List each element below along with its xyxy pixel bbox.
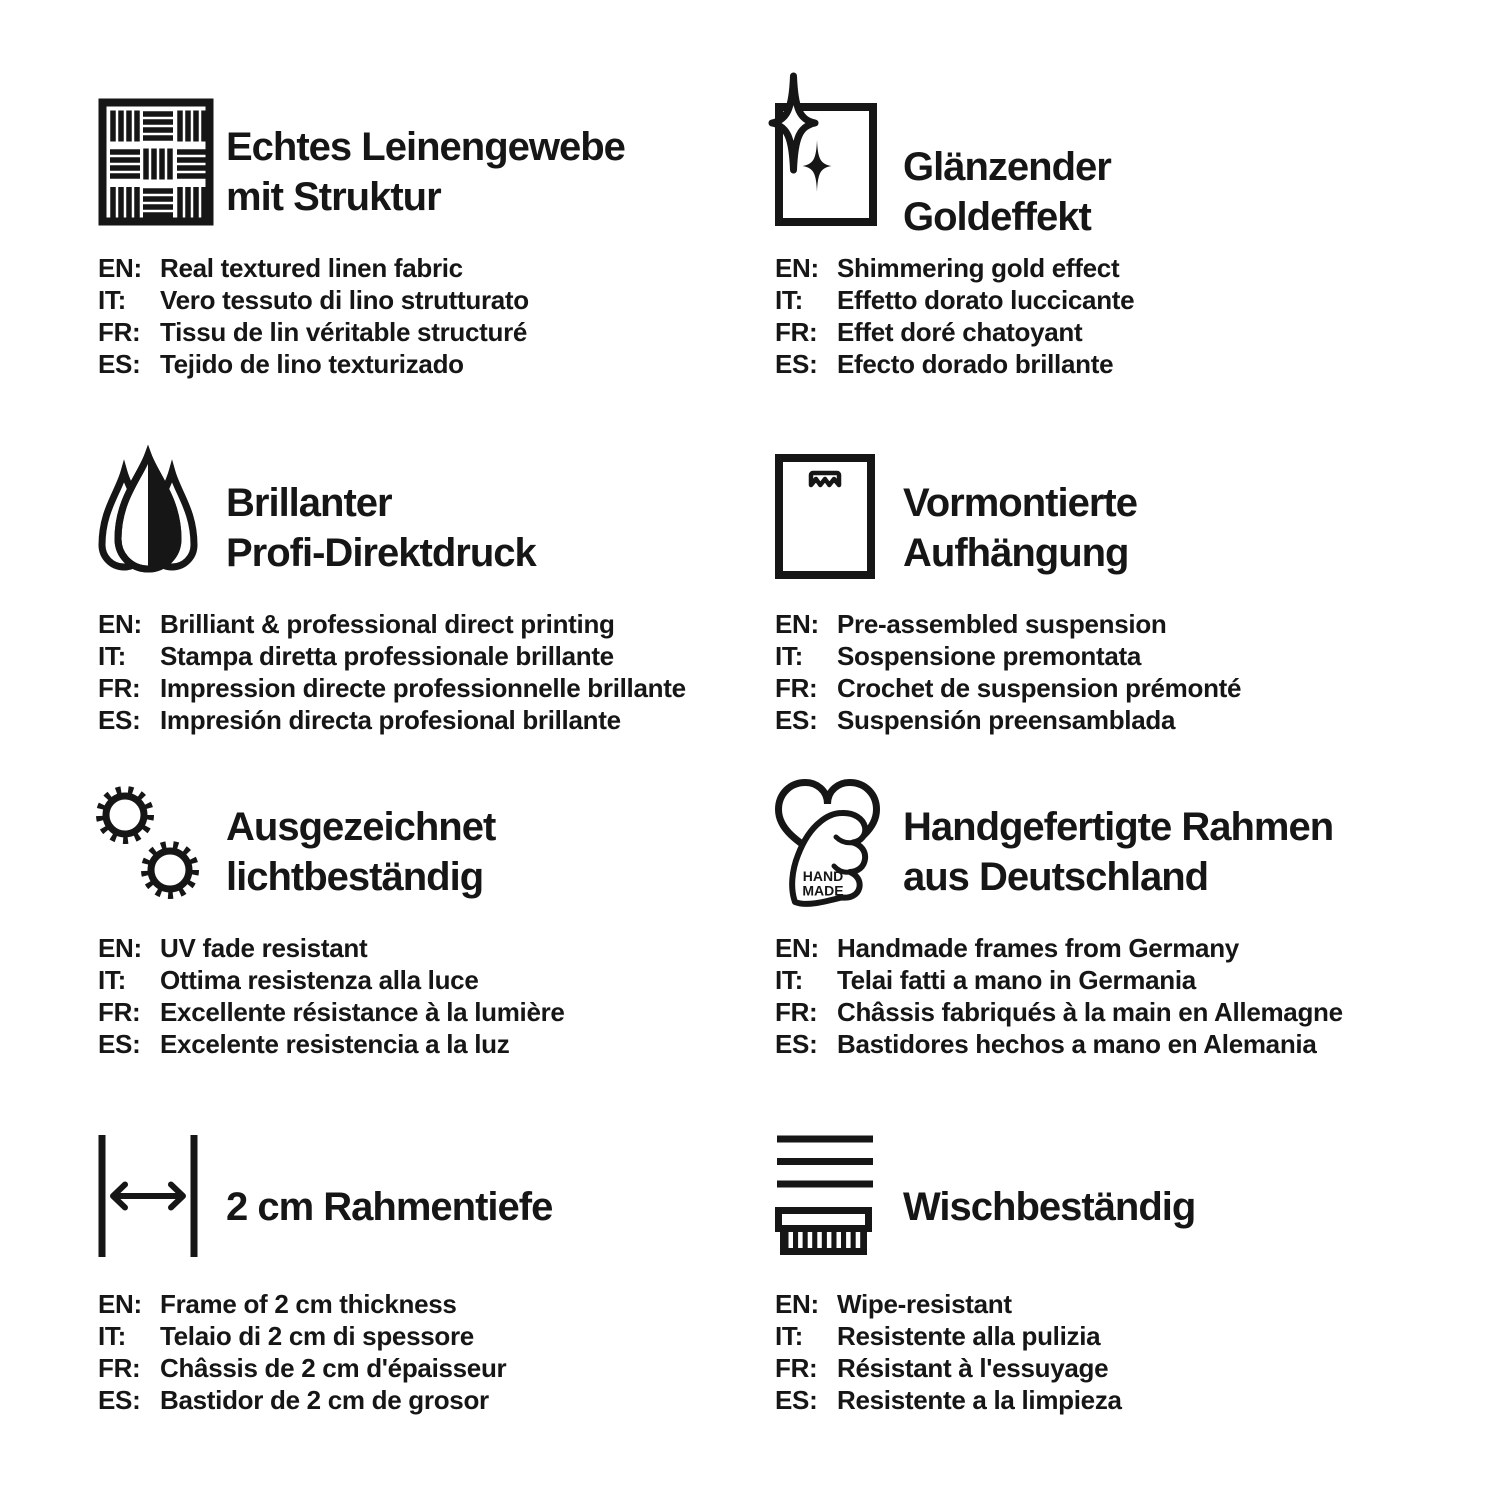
translations-list bbox=[775, 608, 1241, 736]
language-label: EN: bbox=[775, 933, 819, 963]
language-label: ES: bbox=[775, 705, 818, 735]
translation-row bbox=[98, 704, 686, 736]
translation-text: Tissu de lin véritable structuré bbox=[160, 317, 528, 347]
translation-row bbox=[98, 316, 529, 348]
translations-list bbox=[775, 252, 1134, 380]
language-label: FR: bbox=[775, 1353, 818, 1383]
language-label: FR: bbox=[98, 317, 141, 347]
translation-row bbox=[98, 1352, 506, 1384]
language-label: FR: bbox=[775, 673, 818, 703]
translations-list bbox=[775, 932, 1343, 1060]
translation-text: Resistente alla pulizia bbox=[837, 1321, 1101, 1351]
language-label: ES: bbox=[775, 1029, 818, 1059]
feature-title bbox=[226, 1182, 552, 1232]
translation-row bbox=[98, 1320, 506, 1352]
translation-row bbox=[98, 640, 686, 672]
feature-direct-printing bbox=[98, 452, 758, 772]
language-label: ES: bbox=[98, 705, 141, 735]
translation-row bbox=[98, 964, 565, 996]
translation-text: Handmade frames from Germany bbox=[837, 933, 1239, 963]
feature-handmade-frames bbox=[775, 776, 1435, 1096]
language-label: ES: bbox=[775, 349, 818, 379]
translations-list bbox=[98, 252, 529, 380]
feature-wipe-resistant bbox=[775, 1132, 1435, 1452]
feature-title-line: aus Deutschland bbox=[903, 855, 1209, 899]
wipe-brush-icon bbox=[775, 1133, 875, 1258]
feature-title bbox=[226, 478, 536, 578]
translation-text: Bastidores hechos a mano en Alemania bbox=[837, 1029, 1317, 1059]
feature-frame-depth bbox=[98, 1132, 758, 1452]
translation-text: Effet doré chatoyant bbox=[837, 317, 1083, 347]
translation-text: Excellente résistance à la lumière bbox=[160, 997, 565, 1027]
translation-text: Tejido de lino texturizado bbox=[160, 349, 464, 379]
language-label: FR: bbox=[775, 997, 818, 1027]
translation-text: Sospensione premontata bbox=[837, 641, 1142, 671]
feature-title-line: Wischbeständig bbox=[903, 1185, 1196, 1229]
language-label: FR: bbox=[98, 997, 141, 1027]
language-label: EN: bbox=[98, 933, 142, 963]
translation-text: Effetto dorato luccicante bbox=[837, 285, 1135, 315]
translation-row bbox=[98, 1288, 506, 1320]
language-label: EN: bbox=[775, 1289, 819, 1319]
feature-title bbox=[226, 122, 625, 222]
translation-row bbox=[775, 932, 1343, 964]
translation-row bbox=[775, 316, 1134, 348]
language-label: EN: bbox=[775, 609, 819, 639]
feature-title-line: Handgefertigte Rahmen bbox=[903, 805, 1334, 849]
language-label: FR: bbox=[775, 317, 818, 347]
translation-row bbox=[775, 608, 1241, 640]
translation-row bbox=[98, 1028, 565, 1060]
translation-row bbox=[98, 252, 529, 284]
translation-row bbox=[775, 704, 1241, 736]
language-label: EN: bbox=[98, 1289, 142, 1319]
handmade-badge-text: HAND bbox=[802, 868, 844, 884]
fabric-weave-icon bbox=[98, 98, 214, 226]
feature-title-line: Ausgezeichnet bbox=[226, 805, 496, 849]
translation-row bbox=[775, 348, 1134, 380]
language-label: FR: bbox=[98, 1353, 141, 1383]
translation-text: Vero tessuto di lino strutturato bbox=[160, 285, 529, 315]
sparkle-icon bbox=[775, 73, 895, 226]
translation-text: Excelente resistencia a la luz bbox=[160, 1029, 510, 1059]
language-label: IT: bbox=[98, 1321, 126, 1351]
translation-row bbox=[98, 284, 529, 316]
language-label: EN: bbox=[98, 609, 142, 639]
translation-row bbox=[98, 672, 686, 704]
translation-text: UV fade resistant bbox=[160, 933, 368, 963]
translation-text: Suspensión preensamblada bbox=[837, 705, 1176, 735]
droplets-icon bbox=[98, 453, 198, 581]
translation-row bbox=[98, 608, 686, 640]
handmade-badge-text: MADE bbox=[802, 882, 844, 899]
translation-row bbox=[775, 672, 1241, 704]
translation-text: Resistente a la limpieza bbox=[837, 1385, 1122, 1415]
translation-row bbox=[775, 1384, 1122, 1416]
feature-title bbox=[903, 802, 1333, 902]
feature-title bbox=[903, 478, 1137, 578]
translation-row bbox=[98, 932, 565, 964]
language-label: IT: bbox=[775, 1321, 803, 1351]
translation-text: Wipe-resistant bbox=[837, 1289, 1012, 1319]
translation-text: Frame of 2 cm thickness bbox=[160, 1289, 457, 1319]
translation-text: Efecto dorado brillante bbox=[837, 349, 1114, 379]
feature-title-line: Glänzender bbox=[903, 145, 1111, 189]
language-label: IT: bbox=[775, 965, 803, 995]
translation-text: Shimmering gold effect bbox=[837, 253, 1120, 283]
feature-title-line: Brillanter bbox=[226, 481, 392, 525]
translations-list bbox=[98, 1288, 506, 1416]
translation-row bbox=[98, 348, 529, 380]
feature-title-line: Goldeffekt bbox=[903, 195, 1091, 239]
feature-light-resistant bbox=[98, 776, 758, 1096]
translation-text: Telai fatti a mano in Germania bbox=[837, 965, 1196, 995]
gears-icon bbox=[98, 780, 198, 905]
translation-row bbox=[775, 1028, 1343, 1060]
depth-arrow-icon bbox=[98, 1133, 198, 1259]
translation-row bbox=[775, 284, 1134, 316]
translation-row bbox=[775, 1320, 1122, 1352]
translation-text: Stampa diretta professionale brillante bbox=[160, 641, 614, 671]
language-label: FR: bbox=[98, 673, 141, 703]
feature-pre-assembled-suspension bbox=[775, 452, 1435, 772]
translation-row bbox=[775, 964, 1343, 996]
language-label: ES: bbox=[98, 1385, 141, 1415]
feature-title-line: 2 cm Rahmentiefe bbox=[226, 1185, 553, 1229]
language-label: EN: bbox=[98, 253, 142, 283]
translation-text: Pre-assembled suspension bbox=[837, 609, 1167, 639]
translation-text: Impression directe professionnelle brillante bbox=[160, 673, 686, 703]
language-label: EN: bbox=[775, 253, 819, 283]
translation-row bbox=[775, 640, 1241, 672]
translation-row bbox=[775, 1288, 1122, 1320]
language-label: IT: bbox=[98, 965, 126, 995]
translation-row bbox=[98, 1384, 506, 1416]
translations-list bbox=[98, 932, 565, 1060]
language-label: ES: bbox=[775, 1385, 818, 1415]
language-label: IT: bbox=[775, 641, 803, 671]
feature-gold-effect bbox=[775, 96, 1435, 416]
feature-title-line: Echtes Leinengewebe bbox=[226, 125, 625, 169]
language-label: IT: bbox=[98, 285, 126, 315]
feature-title bbox=[226, 802, 495, 902]
feature-title-line: mit Struktur bbox=[226, 175, 441, 219]
feature-title-line: lichtbeständig bbox=[226, 855, 484, 899]
translation-row bbox=[775, 996, 1343, 1028]
feature-title-line: Profi-Direktdruck bbox=[226, 531, 536, 575]
translation-text: Bastidor de 2 cm de grosor bbox=[160, 1385, 489, 1415]
feature-title-line: Aufhängung bbox=[903, 531, 1129, 575]
translations-list bbox=[98, 608, 686, 736]
feature-title bbox=[903, 1182, 1195, 1232]
translation-row bbox=[775, 252, 1134, 284]
language-label: ES: bbox=[98, 1029, 141, 1059]
translation-text: Impresión directa profesional brillante bbox=[160, 705, 621, 735]
canvas-hanger-icon bbox=[775, 454, 875, 579]
translation-row bbox=[775, 1352, 1122, 1384]
language-label: IT: bbox=[98, 641, 126, 671]
translation-text: Telaio di 2 cm di spessore bbox=[160, 1321, 474, 1351]
translation-text: Crochet de suspension prémonté bbox=[837, 673, 1242, 703]
feature-real-linen-fabric bbox=[98, 96, 758, 416]
translation-text: Real textured linen fabric bbox=[160, 253, 463, 283]
language-label: ES: bbox=[98, 349, 141, 379]
feature-title bbox=[903, 142, 1111, 242]
translation-text: Brilliant & professional direct printing bbox=[160, 609, 615, 639]
translation-text: Châssis de 2 cm d'épaisseur bbox=[160, 1353, 507, 1383]
translations-list bbox=[775, 1288, 1122, 1416]
handmade-heart-icon bbox=[775, 780, 880, 905]
language-label: IT: bbox=[775, 285, 803, 315]
translation-text: Châssis fabriqués à la main en Allemagne bbox=[837, 997, 1343, 1027]
translation-text: Résistant à l'essuyage bbox=[837, 1353, 1109, 1383]
translation-row bbox=[98, 996, 565, 1028]
translation-text: Ottima resistenza alla luce bbox=[160, 965, 479, 995]
feature-title-line: Vormontierte bbox=[903, 481, 1137, 525]
